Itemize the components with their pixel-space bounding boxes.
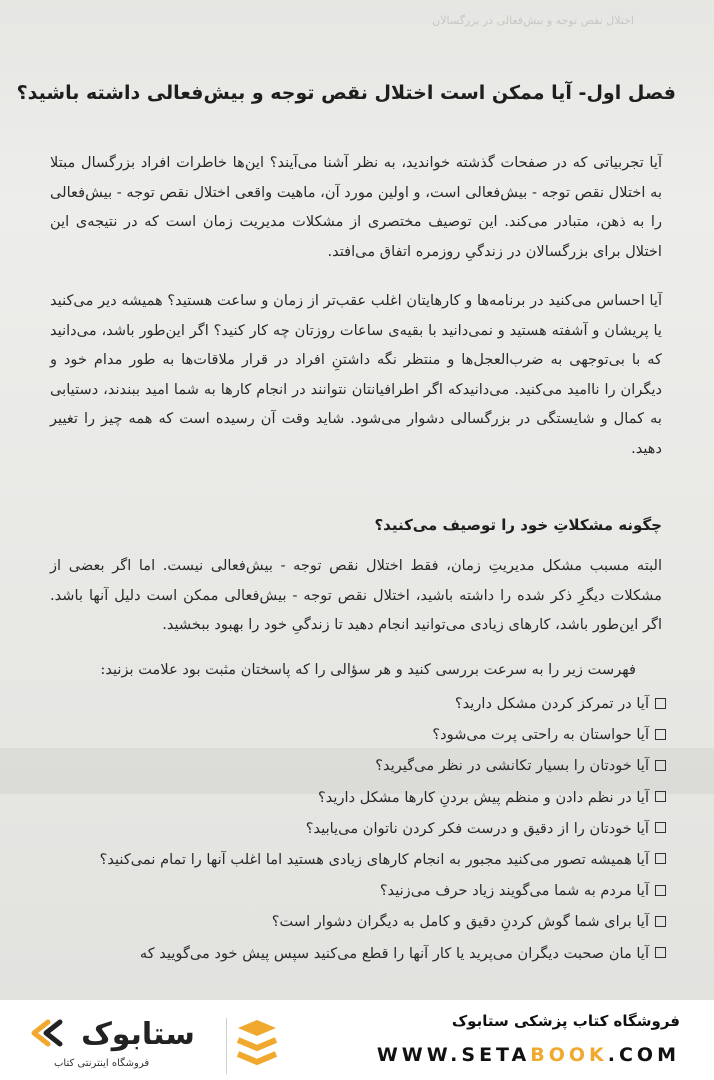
store-url[interactable] <box>377 1044 680 1066</box>
checkbox-icon <box>655 698 666 709</box>
checklist-intro: فهرست زیر را به سرعت بررسی کنید و هر سؤالی را که پاسختان مثبت بود علامت بزنید: <box>100 661 636 678</box>
checkbox-icon <box>655 791 666 802</box>
paragraph-1: آیا تجربیاتی که در صفحات گذشته خواندید، به نظر آشنا می‌آیند؟ این‌ها خاطرات افراد بزرگسال مبتلا به اختلال نقص توجه - بیش‌فعالی است، و اولین مورد آن، ماهیت واقعی اختلال نقص توجه - بیش‌فعالی را به ذهن، متبادر می‌کند. این توصیف مختصری از مشکلات مدیریت زمان است که در نتیجه‌ی این اختلال برای بزرگسالان در زندگیِ روزمره اتفاق می‌افتد. <box>50 154 662 260</box>
url-accent: BOOK <box>530 1044 608 1066</box>
checklist-item <box>36 906 666 937</box>
checklist-item-text: آیا همیشه تصور می‌کنید مجبور به انجام کارهای زیادی هستید اما اغلب آنها را تمام نمی‌کنید؟ <box>99 850 649 868</box>
checkbox-icon <box>655 947 666 958</box>
checkbox-icon <box>655 729 666 740</box>
checklist-item-text: آیا در تمرکز کردن مشکل دارید؟ <box>454 695 649 712</box>
checklist-item <box>36 938 666 969</box>
url-prefix: WWW.SETA <box>376 1044 531 1066</box>
checkbox-icon <box>655 916 666 927</box>
checklist-item <box>36 844 666 875</box>
logo-mark-icon <box>20 1008 220 1058</box>
checklist-item-text: آیا مان صحبت دیگران می‌پرید یا کار آنها را قطع می‌کنید سپس پیش خود می‌گویید که <box>139 944 649 962</box>
checklist-item <box>36 688 666 719</box>
chapter-title: فصل اول- آیا ممکن است اختلال نقص توجه و بیش‌فعالی داشته باشید؟ <box>16 82 676 104</box>
paragraph-3: البته مسبب مشکل مدیریتِ زمان، فقط اختلال نقص توجه - بیش‌فعالی نیست. اما اگر بعضی از مشکلات دیگرِ ذکر شده را داشته باشید، اختلال نقص توجه - بیش‌فعالی ممکن است دلیل آنها باشد. اگر این‌طور باشد، کارهای زیادی می‌توانید انجام دهید تا زندگیِ خود را بهبود ببخشید. <box>50 557 662 634</box>
book-stack-icon <box>234 1018 280 1070</box>
store-name: فروشگاه کتاب پزشکی ستابوک <box>451 1012 680 1030</box>
paragraph-2: آیا احساس می‌کنید در برنامه‌ها و کارهایتان اغلب عقب‌تر از زمان و ساعت هستید؟ همیشه دیر می‌کنید یا پریشان و آشفته هستید و نمی‌دانید با بقیه‌ی ساعات روزتان چه کار کنید؟ اگر این‌طور باشد، می‌دانید که با بی‌توجهی به ضرب‌العجل‌ها و منتظر نگه داشتنِ افراد در قرار ملاقات‌ها به طور مدام خود و دیگران را ناامید می‌کنید. می‌دانیدکه اگر اطرافیانتان نتوانند در انجام کارها به شما امید ببندند، دستیابی به کمال و شایستگی در بزرگسالی دشوار می‌شود. شاید وقت آن رسیده است که همه چیز را تغییر دهید. <box>50 292 662 457</box>
logo-tagline: فروشگاه اینترنتی کتاب <box>54 1058 150 1069</box>
checklist-item-text: آیا برای شما گوش کردنِ دقیق و کامل به دیگران دشوار است؟ <box>271 913 649 931</box>
checklist-item-text: آیا در نظم دادن و منظم پیش بردنِ کارها مشکل دارید؟ <box>318 788 649 806</box>
question-checklist <box>36 688 666 969</box>
logo-divider <box>226 1018 227 1074</box>
checklist-item <box>36 875 666 906</box>
checklist-item-text: آیا خودتان را از دقیق و درست فکر کردن ناتوان می‌یابید؟ <box>305 819 649 837</box>
checklist-item-text: آیا حواستان به راحتی پرت می‌شود؟ <box>432 726 649 744</box>
checkbox-icon <box>655 760 666 771</box>
logo-word: ستابوک <box>81 1017 195 1052</box>
setabook-logo <box>20 1008 280 1074</box>
page-running-header: اختلال نقص توجه و بیش‌فعالی در بزرگسالان <box>432 14 634 27</box>
checkbox-icon <box>655 885 666 896</box>
url-suffix: .COM <box>607 1044 680 1066</box>
checklist-item <box>36 782 666 813</box>
checklist-item-text: آیا مردم به شما می‌گویند زیاد حرف می‌زنید؟ <box>379 882 649 900</box>
checklist-item <box>36 750 666 781</box>
checkbox-icon <box>655 853 666 864</box>
checkbox-icon <box>655 822 666 833</box>
section-subheading: چگونه مشکلاتِ خود را توصیف می‌کنید؟ <box>374 516 662 534</box>
checklist-item <box>36 813 666 844</box>
checklist-item-text: آیا خودتان را بسیار تکانشی در نظر می‌گیرید؟ <box>375 757 649 775</box>
checklist-item <box>36 719 666 750</box>
watermark-footer <box>0 1000 714 1080</box>
